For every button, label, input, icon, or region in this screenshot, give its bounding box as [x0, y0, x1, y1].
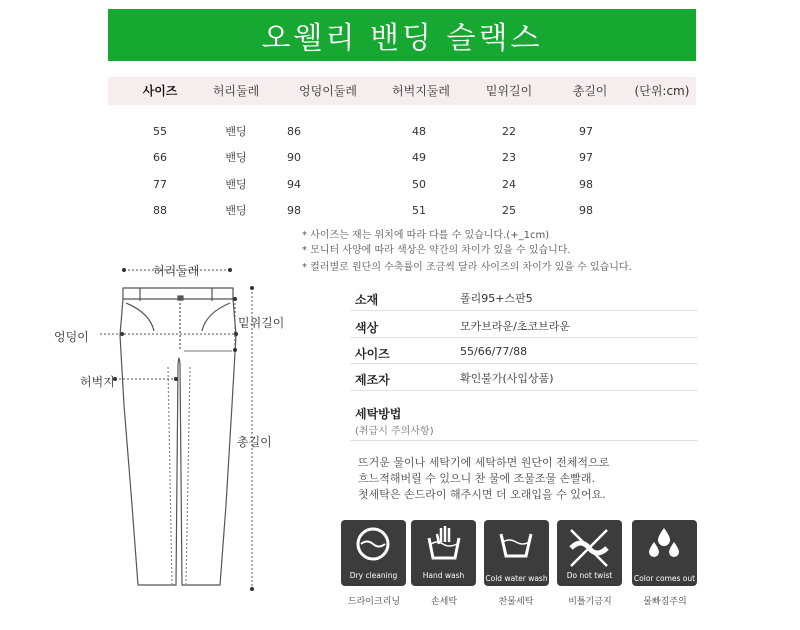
divider [350, 440, 698, 441]
diagram-label-hip: 엉덩이 [54, 330, 89, 344]
diagram-label-rise: 밑위길이 [238, 316, 285, 330]
washing-line: 뜨거운 물이나 세탁기에 세탁하면 원단이 전체적으로 [358, 456, 610, 469]
pants-outline-illustration [0, 255, 330, 630]
info-value-material: 폴리95+스판5 [460, 292, 533, 305]
washing-line: 첫세탁은 손드라이 해주시면 더 오래입을 수 있어요. [358, 488, 606, 501]
table-cell: 49 [412, 151, 426, 164]
table-cell: 98 [287, 204, 301, 217]
hand-wash-icon [411, 520, 476, 586]
table-cell: 77 [153, 178, 167, 191]
do-not-twist-icon [557, 520, 622, 586]
divider [350, 337, 698, 338]
pants-diagram [0, 255, 330, 630]
washing-subtitle: (취급시 주의사항) [355, 426, 434, 437]
header-hip: 엉덩이둘레 [299, 84, 357, 98]
size-table-header [108, 77, 696, 105]
table-cell: 98 [579, 204, 593, 217]
header-waist: 허리둘레 [212, 84, 260, 98]
diagram-label-waist: 허리둘레 [153, 264, 200, 278]
header-rise: 밑위길이 [485, 84, 533, 98]
icon-caption: 손세탁 [430, 597, 458, 607]
icon-caption: 드라이크리닝 [347, 597, 401, 607]
table-cell: 97 [579, 151, 593, 164]
icon-label: Cold water wash [485, 574, 548, 583]
icon-label: Dry cleaning [349, 571, 398, 580]
table-row [108, 148, 696, 168]
table-row [108, 201, 696, 221]
info-value-maker: 확인불가(사입상품) [460, 372, 554, 385]
table-cell: 98 [579, 178, 593, 191]
table-cell: 66 [153, 151, 167, 164]
table-cell: 23 [502, 151, 516, 164]
cold-water-wash-icon [484, 520, 549, 586]
note-monitor-color: * 모니터 사양에 따라 색상은 약간의 차이가 있을 수 있습니다. [302, 245, 571, 256]
info-label-maker: 제조자 [355, 373, 390, 387]
divider [350, 310, 698, 311]
divider [350, 390, 698, 391]
header-size: 사이즈 [142, 84, 178, 98]
table-cell: 55 [153, 125, 167, 138]
table-cell: 22 [502, 125, 516, 138]
icon-caption: 찬물세탁 [498, 597, 534, 607]
diagram-label-length: 총길이 [237, 435, 272, 449]
washing-title: 세탁방법 [355, 407, 402, 421]
divider [350, 363, 698, 364]
info-value-color: 모카브라운/초코브라운 [460, 320, 570, 333]
page-title: 오웰리 밴딩 슬랙스 [261, 21, 543, 56]
note-shrinkage: * 컬러별로 원단의 수축률이 조금씩 달라 사이즈의 차이가 있을 수 있습니다. [302, 262, 632, 273]
table-cell: 밴딩 [225, 151, 247, 164]
title-banner [108, 9, 696, 61]
dry-cleaning-icon [341, 520, 406, 586]
washing-line: 흐느적해버릴 수 있으니 찬 물에 조물조물 손빨래. [358, 472, 595, 485]
table-cell: 97 [579, 125, 593, 138]
header-unit: (단위:cm) [634, 84, 690, 98]
table-cell: 88 [153, 204, 167, 217]
table-cell: 25 [502, 204, 516, 217]
info-label-material: 소재 [355, 293, 379, 307]
table-cell: 86 [287, 125, 301, 138]
table-cell: 밴딩 [225, 178, 247, 191]
table-row [108, 122, 696, 142]
info-label-size: 사이즈 [355, 347, 390, 361]
table-cell: 94 [287, 178, 301, 191]
table-cell: 50 [412, 178, 426, 191]
icon-label: Hand wash [422, 571, 465, 580]
table-cell: 51 [412, 204, 426, 217]
table-cell: 24 [502, 178, 516, 191]
info-label-color: 색상 [355, 321, 379, 335]
diagram-label-thigh: 허벅지 [80, 375, 115, 389]
note-size-variance: * 사이즈는 재는 위치에 따라 다를 수 있습니다.(+_1cm) [302, 230, 550, 241]
table-cell: 90 [287, 151, 301, 164]
icon-label: Color comes out [633, 574, 696, 583]
color-comes-out-icon [632, 520, 697, 586]
table-row [108, 175, 696, 195]
header-thigh: 허벅지둘레 [392, 84, 450, 98]
header-length: 총길이 [572, 84, 608, 98]
icon-label: Do not twist [566, 571, 613, 580]
icon-caption: 물빠짐주의 [643, 597, 687, 607]
info-value-size: 55/66/77/88 [460, 345, 528, 358]
table-cell: 밴딩 [225, 125, 247, 138]
table-cell: 밴딩 [225, 204, 247, 217]
table-cell: 48 [412, 125, 426, 138]
icon-caption: 비틀기금지 [568, 597, 612, 607]
